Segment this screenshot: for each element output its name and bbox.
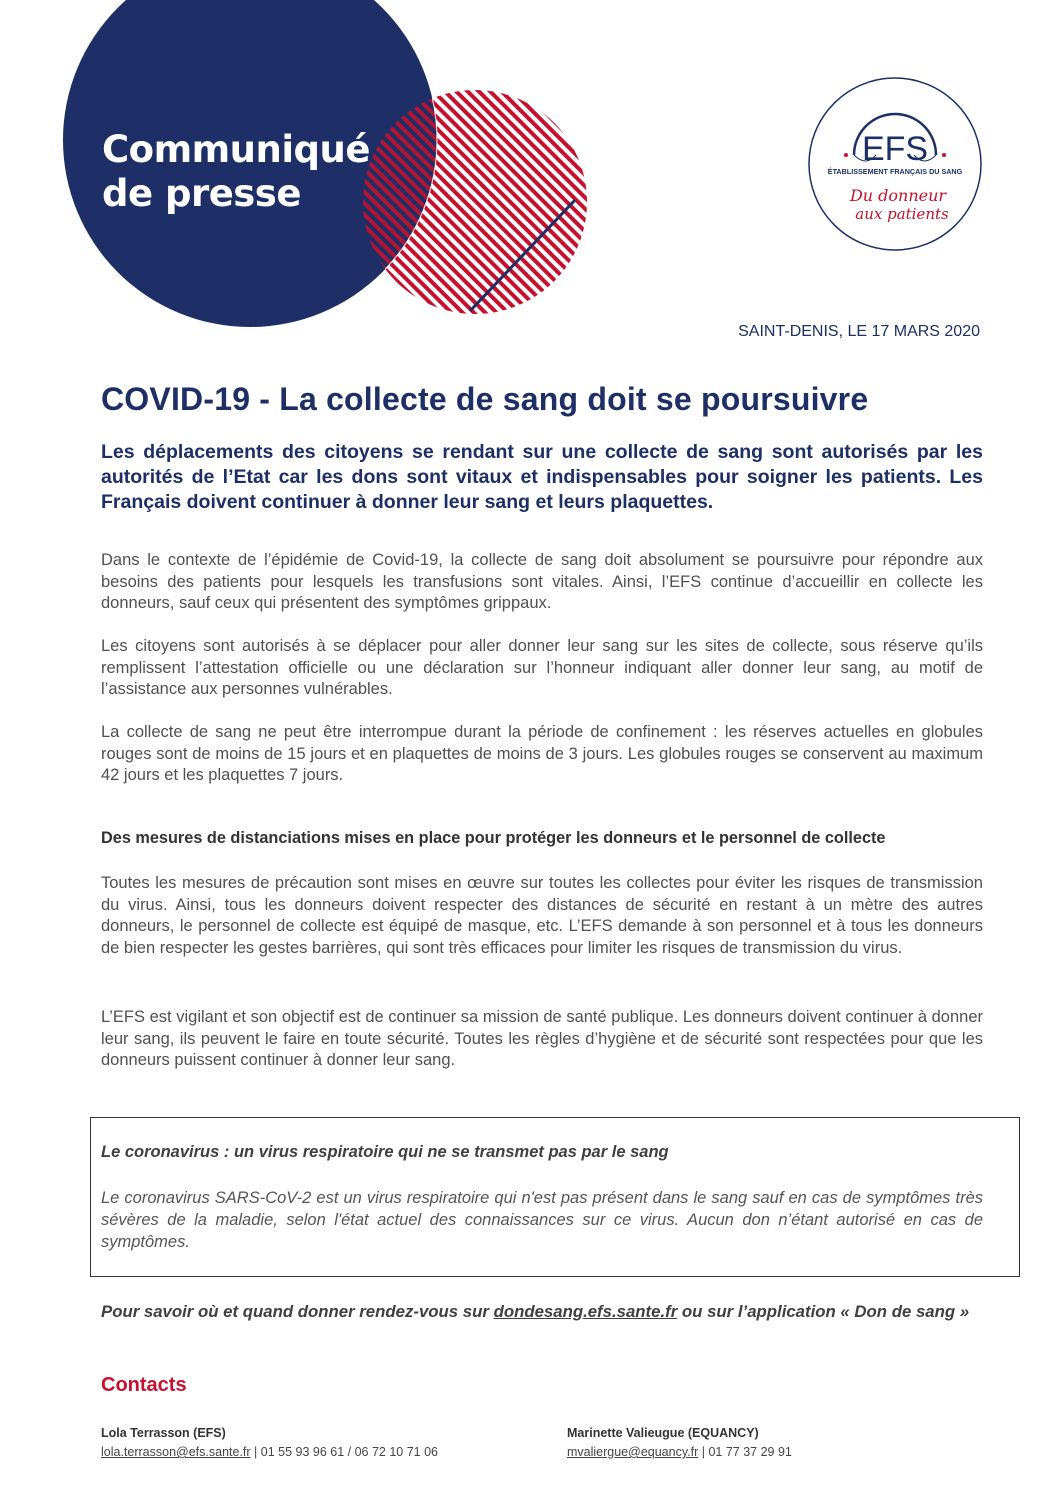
section-subheading: Des mesures de distanciations mises en place pour protéger les donneurs et le personnel de collecte [101, 829, 886, 847]
logo-name: ÉTABLISSEMENT FRANÇAIS DU SANG [827, 167, 963, 176]
logo-acronym: EFS [861, 130, 929, 168]
contact-name: Lola Terrasson (EFS) [101, 1426, 226, 1440]
body-paragraph: L’EFS est vigilant et son objectif est de continuer sa mission de santé publique. Les donneurs doivent continuer à donner leur sang, ils peuvent le faire en toute sécurité. Toutes les règles d’hygiène et de sécurité sont respectées pour que les donneurs puissent continuer à donner leur sang. [101, 1008, 983, 1069]
contact-email-link[interactable]: lola.terrasson@efs.sante.fr [101, 1445, 251, 1459]
info-suffix: ou sur l’application « Don de sang » [677, 1302, 970, 1321]
dateline: SAINT-DENIS, LE 17 MARS 2020 [738, 323, 980, 340]
header-title-line2: de presse [102, 172, 301, 215]
info-line [101, 1301, 983, 1323]
page-title: COVID-19 - La collecte de sang doit se poursuivre [101, 381, 869, 417]
contact-details [101, 1445, 438, 1459]
header-title-line1: Communiqué [102, 128, 370, 171]
website-link[interactable]: dondesang.efs.sante.fr [493, 1302, 678, 1321]
callout-title: Le coronavirus : un virus respiratoire qui ne se transmet pas par le sang [101, 1143, 669, 1161]
body-paragraph: La collecte de sang ne peut être interrompue durant la période de confinement : les réserves actuelles en globules rouges sont de moins de 15 jours et en plaquettes de moins de 3 jours. Les globules rouges se conservent au maximum 42 jours et les plaquettes 7 jours. [101, 723, 983, 784]
body-paragraph: Dans le contexte de l’épidémie de Covid-19, la collecte de sang doit absolument se poursuivre pour répondre aux besoins des patients pour lesquels les transfusions sont vitales. Ainsi, l’EFS continue d’accueillir en collecte les donneurs, sauf ceux qui présentent des symptômes grippaux. [101, 551, 983, 612]
contact-email-link[interactable]: mvaliergue@equancy.fr [567, 1445, 699, 1459]
contact-phones: | 01 55 93 96 61 / 06 72 10 71 06 [250, 1445, 438, 1459]
logo-tagline-line2: aux patients [855, 205, 949, 223]
body-paragraph: Toutes les mesures de précaution sont mises en œuvre sur toutes les collectes pour éviter les risques de transmission du virus. Ainsi, tous les donneurs doivent respecter des distances de sécurité en restant à un mètre des autres donneurs, le personnel de collecte est équipé de masque, etc. L’EFS demande à son personnel et à tous les donneurs de bien respecter les gestes barrières, qui sont très efficaces pour limiter les risques de transmission du virus. [101, 874, 983, 957]
contact-name: Marinette Valieugue (EQUANCY) [567, 1426, 759, 1440]
logo-tagline-line1: Du donneur [849, 186, 947, 205]
contact-details [567, 1445, 792, 1459]
contacts-heading: Contacts [101, 1374, 187, 1396]
contact-phones: | 01 77 37 29 91 [698, 1445, 792, 1459]
lead-paragraph: Les déplacements des citoyens se rendant sur une collecte de sang sont autorisés par les autorités de l’Etat car les dons sont vitaux et indispensables pour soigner les patients. Les Français doivent continuer à donner leur sang et leurs plaquettes. [101, 441, 983, 513]
info-prefix: Pour savoir où et quand donner rendez-vous sur [101, 1302, 494, 1321]
efs-logo [806, 75, 984, 253]
callout-body: Le coronavirus SARS-CoV-2 est un virus respiratoire qui n'est pas présent dans le sang sauf en cas de symptômes très sévères de la maladie, selon l'état actuel des connaissances sur ce virus. Aucun don n’étant autorisé en cas de symptômes. [101, 1189, 983, 1251]
body-paragraph: Les citoyens sont autorisés à se déplacer pour aller donner leur sang sur les sites de collecte, sous réserve qu’ils remplissent l’attestation officielle ou une déclaration sur l’honneur indiquant aller donner leur sang, au motif de l’assistance aux personnes vulnérables. [101, 637, 983, 698]
